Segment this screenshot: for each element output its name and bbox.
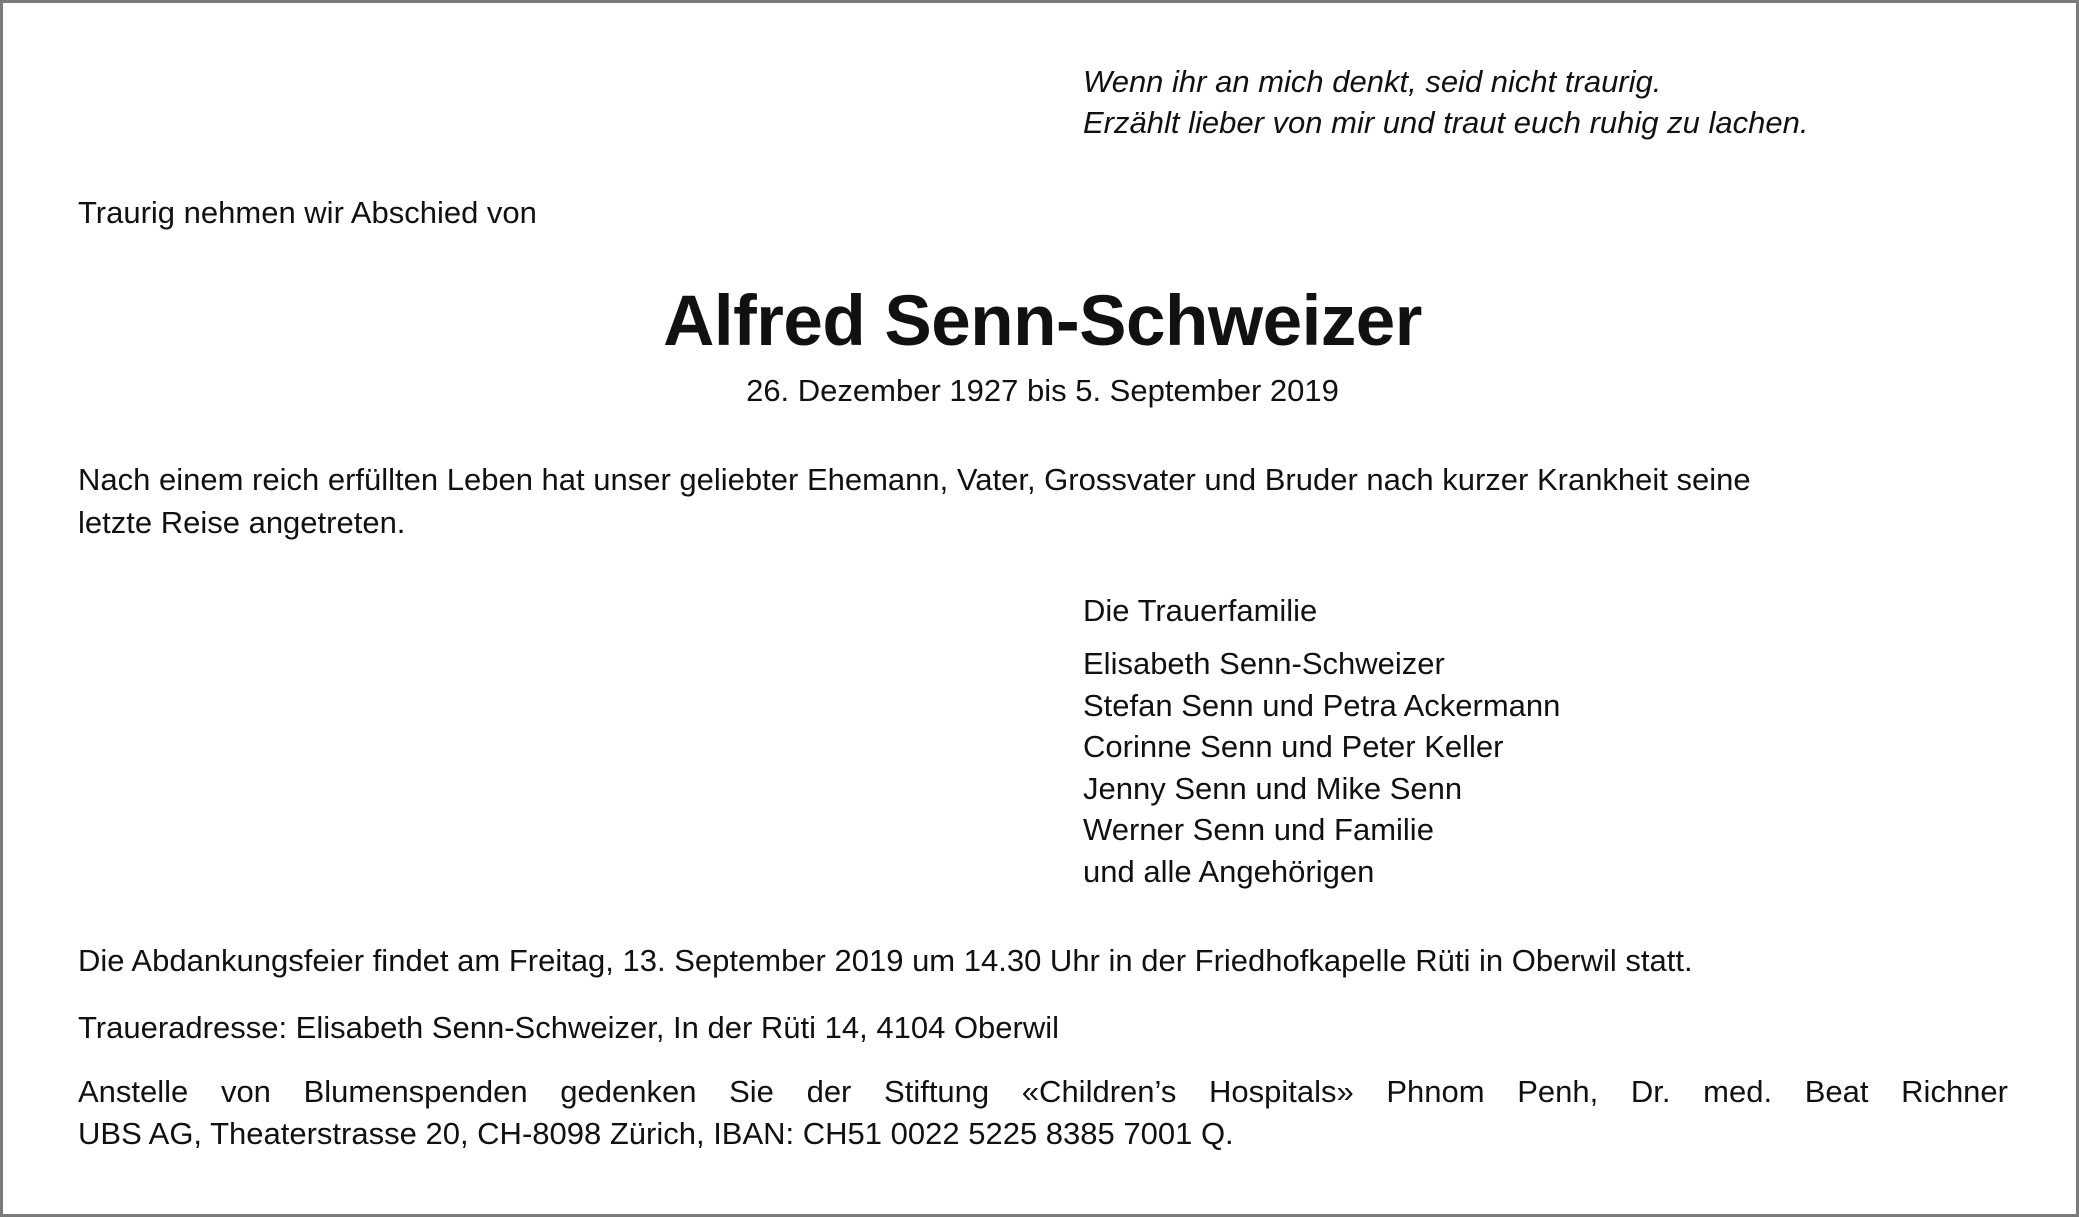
motto-quote — [1083, 61, 1808, 143]
mourning-address: Traueradresse: Elisabeth Senn-Schweizer, In der Rüti 14, 4104 Oberwil — [78, 1010, 1060, 1045]
family-member: Jenny Senn und Mike Senn — [1083, 770, 1463, 806]
family-member: Werner Senn und Familie — [1083, 812, 1434, 847]
family-member: Stefan Senn und Petra Ackermann — [1083, 687, 1561, 723]
intro-text: Traurig nehmen wir Abschied von — [78, 195, 537, 230]
family-member: Elisabeth Senn-Schweizer — [1083, 646, 1445, 681]
ceremony-info: Die Abdankungsfeier findet am Freitag, 13. September 2019 um 14.30 Uhr in der Friedhofkapelle Rüti in Oberwil statt. — [78, 943, 1693, 978]
message-line: Nach einem reich erfüllten Leben hat unser geliebter Ehemann, Vater, Grossvater und Bruder nach kurzer Krankheit seine — [78, 462, 1751, 497]
family-heading: Die Trauerfamilie — [1083, 593, 1318, 628]
deceased-name: Alfred Senn-Schweizer — [663, 282, 1422, 361]
family-member: und alle Angehörigen — [1083, 853, 1375, 889]
life-dates: 26. Dezember 1927 bis 5. September 2019 — [746, 373, 1339, 408]
donation-line: Anstelle von Blumenspenden gedenken Sie der Stiftung «Children’s Hospitals» Phnom Penh, Dr. med. Beat Richner — [78, 1074, 2008, 1109]
farewell-message — [78, 458, 2010, 544]
motto-line: Erzählt lieber von mir und traut euch ruhig zu lachen. — [1083, 105, 1809, 140]
motto-line: Wenn ihr an mich denkt, seid nicht traurig. — [1083, 64, 1662, 99]
donation-line: UBS AG, Theaterstrasse 20, CH-8098 Zürich, IBAN: CH51 0022 5225 8385 7001 Q. — [78, 1116, 1234, 1151]
message-line: letzte Reise angetreten. — [78, 505, 406, 540]
family-members-list — [1083, 643, 1560, 892]
donation-info — [78, 1071, 2008, 1155]
family-member: Corinne Senn und Peter Keller — [1083, 729, 1504, 764]
